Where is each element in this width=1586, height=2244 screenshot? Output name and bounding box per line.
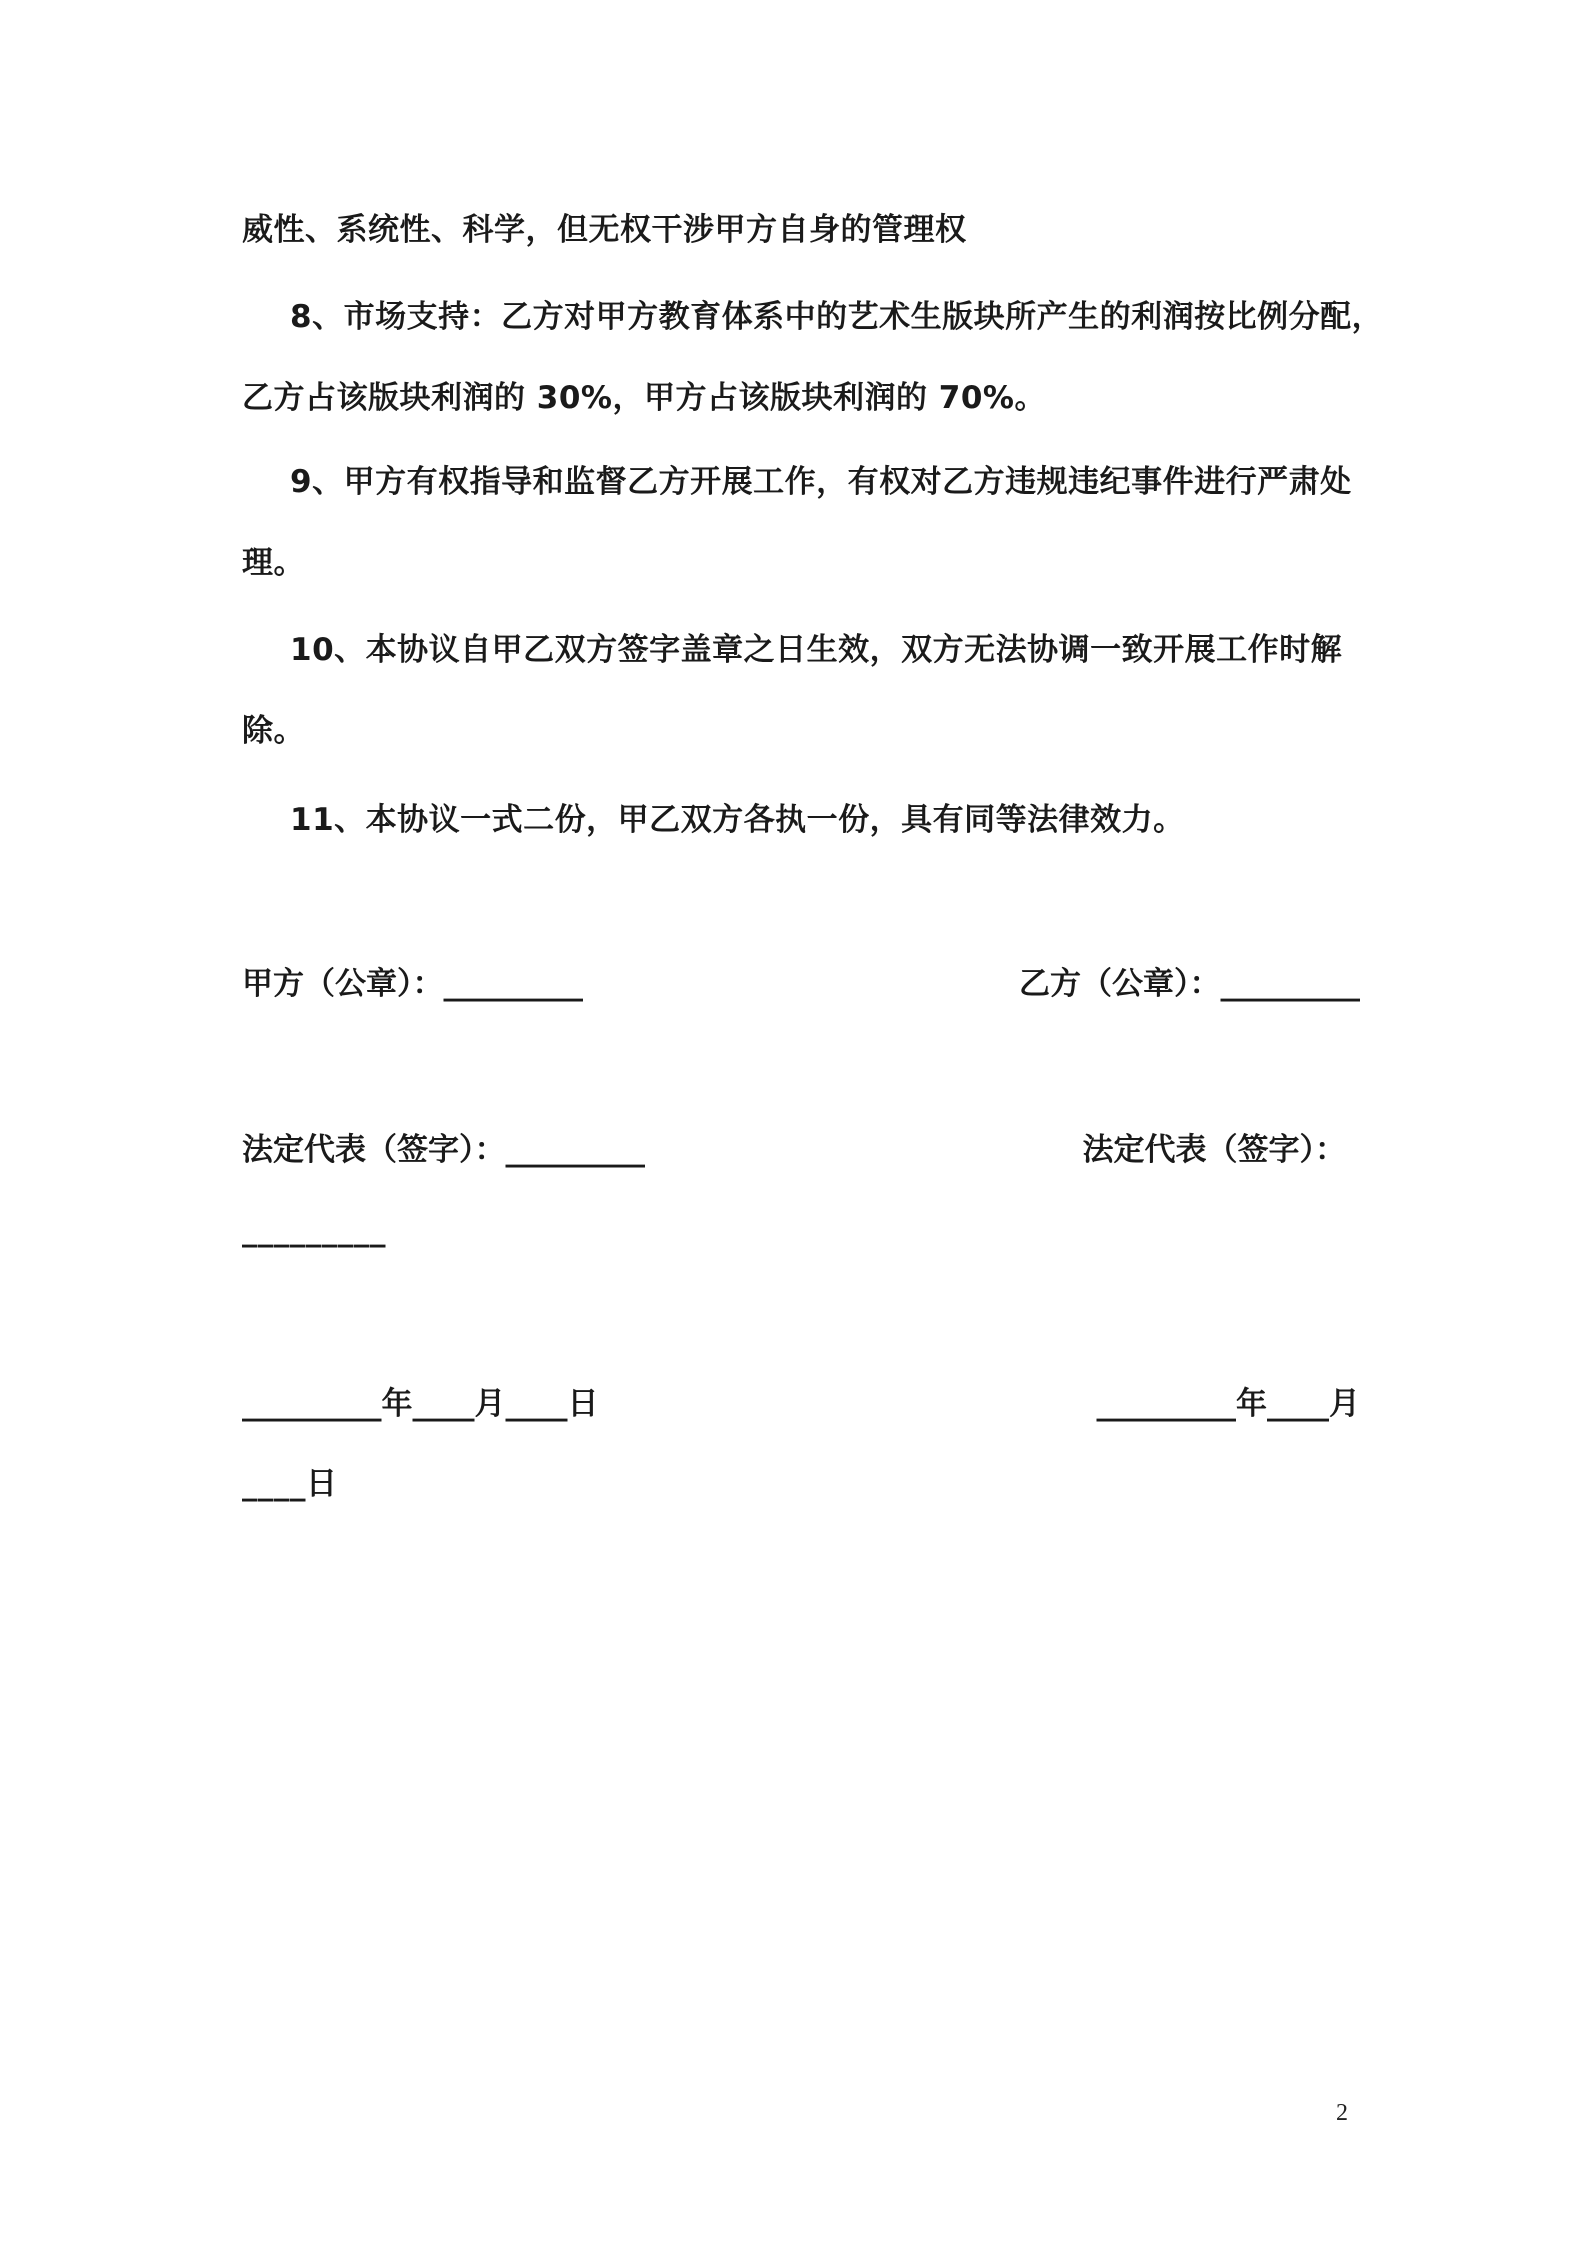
page-number: 2 bbox=[1336, 2100, 1348, 2126]
party-a-representative: 法定代表（签字）：_________ bbox=[242, 1132, 645, 1168]
clause-9-line-2: 理。 bbox=[242, 545, 305, 581]
party-a-seal: 甲方（公章）：_________ bbox=[242, 966, 583, 1002]
clause-10-line-2: 除。 bbox=[242, 713, 305, 749]
date-row bbox=[242, 1384, 1360, 1424]
paragraph-line: 威性、系统性、科学，但无权干涉甲方自身的管理权 bbox=[242, 212, 967, 248]
party-b-representative-line: _________ bbox=[242, 1212, 386, 1248]
clause-11-line: 11、本协议一式二份，甲乙双方各执一份，具有同等法律效力。 bbox=[290, 802, 1185, 838]
representative-row bbox=[242, 1130, 1360, 1170]
clause-9-line-1: 9、甲方有权指导和监督乙方开展工作，有权对乙方违规违纪事件进行严肃处 bbox=[290, 464, 1352, 500]
party-b-representative: 法定代表（签字）： bbox=[1082, 1132, 1346, 1168]
party-b-date-day: ____日 bbox=[242, 1466, 338, 1502]
clause-10-line-1: 10、本协议自甲乙双方签字盖章之日生效，双方无法协调一致开展工作时解 bbox=[290, 632, 1343, 668]
clause-8-line-2: 乙方占该版块利润的 30%，甲方占该版块利润的 70%。 bbox=[242, 380, 1046, 416]
party-b-date: _________年____月 bbox=[1096, 1386, 1360, 1422]
clause-8-line-1: 8、市场支持：乙方对甲方教育体系中的艺术生版块所产生的利润按比例分配， bbox=[290, 299, 1384, 335]
party-b-seal: 乙方（公章）：_________ bbox=[1019, 966, 1360, 1002]
seal-row bbox=[242, 964, 1360, 1004]
party-a-date: _________年____月____日 bbox=[242, 1386, 599, 1422]
